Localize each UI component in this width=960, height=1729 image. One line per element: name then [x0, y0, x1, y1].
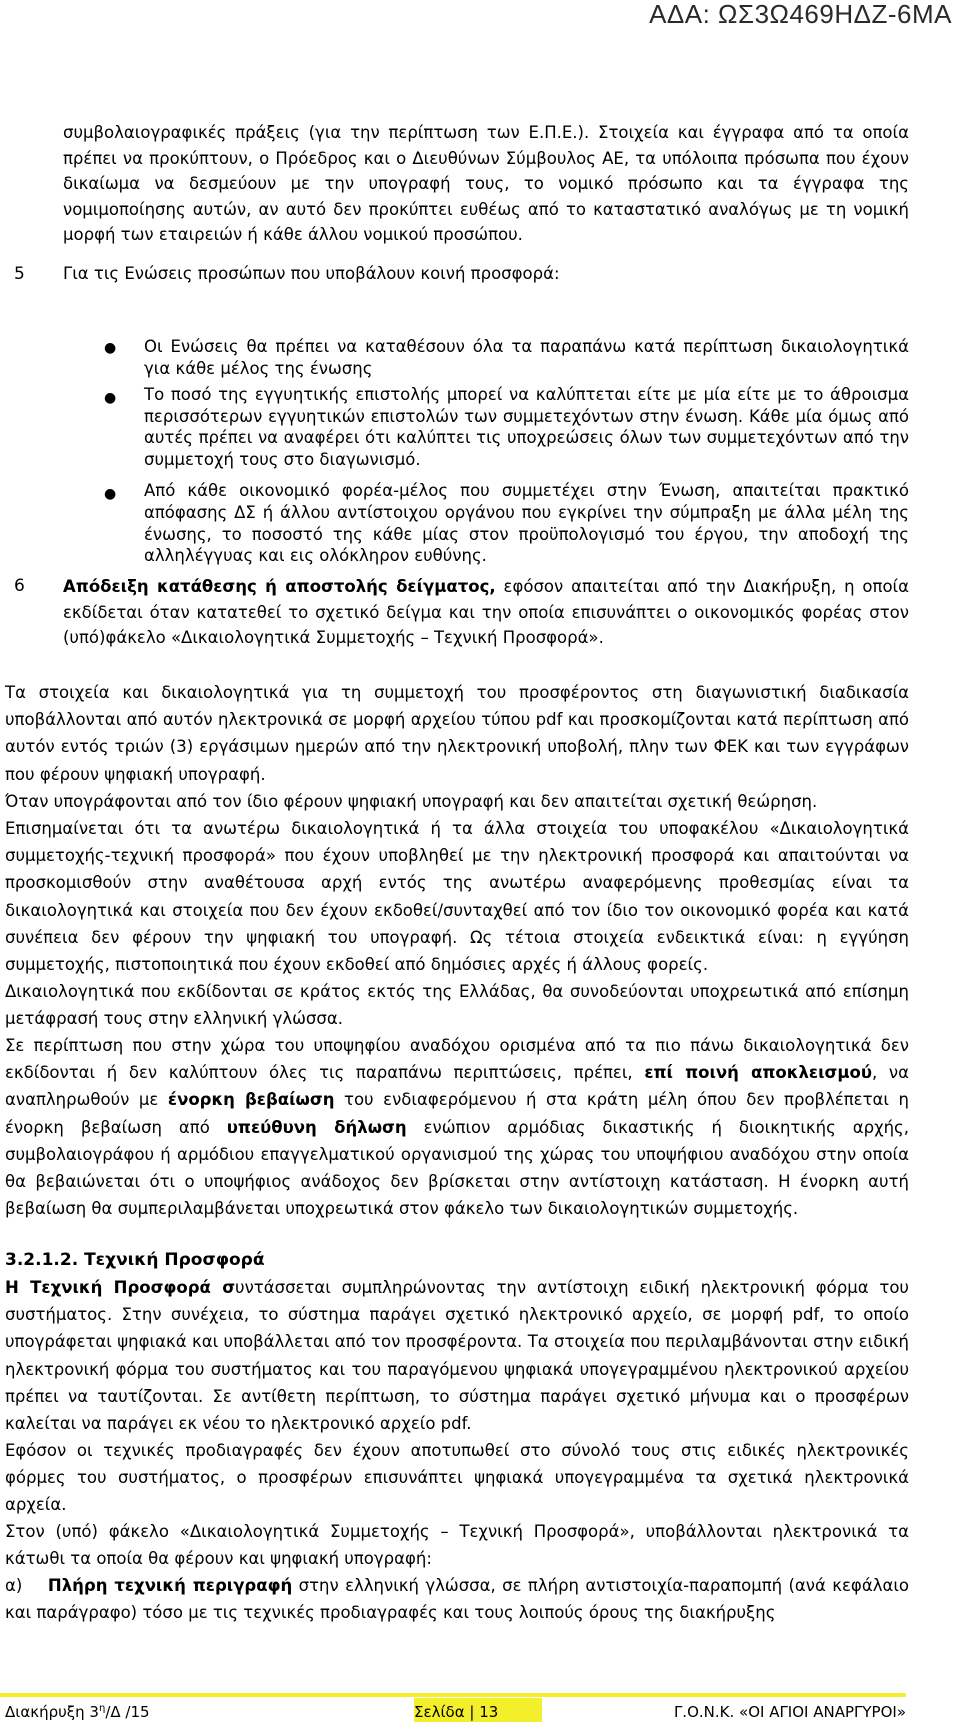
body-paragraph-3: Επισημαίνεται ότι τα ανωτέρω δικαιολογητικά ή τα άλλα στοιχεία του υποφακέλου «Δικαιολογητικά συμμετοχής-τεχνική προσφορά» που έχουν υποβληθεί με την ηλεκτρονική προσφορά και απαιτούνται να προσκομισθούν στην αναθέτουσα αρχή εντός της ανωτέρω αναφερόμενης προθεσμίας είναι τα δικαιολογητικά και στοιχεία που δεν έχουν εκδοθεί/συνταχθεί από τον ίδιο τον οικονομικό φορέα και κατά συνέπεια δεν φέρουν την ψηφιακή του υπογραφή. Ως τέτοια στοιχεία ενδεικτικά είναι: η εγγύηση συμμετοχής, πιστοποιητικά που έχουν εκδοθεί από δημόσιες αρχές ή άλλους φορείς. [5, 819, 909, 975]
bullet-icon: ● [104, 390, 117, 406]
footer-doc-sup: η [98, 1703, 106, 1714]
tech-paragraph-1 [5, 1274, 909, 1437]
p5-text-b: , να αναπληρωθούν με [5, 1063, 909, 1110]
p5-bold-a: επί ποινή αποκλεισμού [644, 1063, 873, 1083]
p5-bold-b: ένορκη βεβαίωση [167, 1090, 335, 1110]
item-6-text [63, 574, 909, 651]
footer-page-sep: | [469, 1703, 475, 1721]
bullet-icon: ● [104, 486, 117, 502]
item-5-bullet-3: Από κάθε οικονομικό φορέα-μέλος που συμμετέχει στην Ένωση, απαιτείται πρακτικό απόφασης ΔΣ ή άλλου αντίστοιχου οργάνου που εγκρίνει την σύμπραξη με άλλα μέλη της ένωσης, το ποσοστό της κάθε μίας στον προϋπολογισμό του έργου, την αποδοχή της αλληλέγγυας και εις ολόκληρον ευθύνης. [144, 481, 909, 566]
tech-p4-marker: α) [5, 1576, 48, 1595]
body-paragraph-4: Δικαιολογητικά που εκδίδονται σε κράτος εκτός της Ελλάδας, θα συνοδεύονται υποχρεωτικά από επίσημη μετάφρασή τους στην ελληνική γλώσσα. [5, 982, 909, 1029]
item-5-title: Για τις Ενώσεις προσώπων που υποβάλουν κοινή προσφορά: [63, 264, 560, 283]
p5-text-c: του ενδιαφερόμενου ή στα κράτη μέλη όπου δεν προβλέπεται η ένορκη βεβαίωση από [5, 1090, 910, 1137]
p5-bold-c: υπεύθυνη δήλωση [226, 1117, 407, 1137]
footer-right: Γ.Ο.Ν.Κ. «ΟΙ ΑΓΙΟΙ ΑΝΑΡΓΥΡΟΙ» [673, 1703, 906, 1721]
tech-p1-bold: Η Τεχνική Προσφορά σ [5, 1278, 236, 1297]
tech-p4-bold: Πλήρη τεχνική περιγραφή [47, 1576, 293, 1595]
footer-rule [0, 1693, 906, 1697]
p5-text-a: Σε περίπτωση που στην χώρα του υποψηφίου αναδόχου ορισμένα από τα πιο πάνω δικαιολογητικά δεν εκδίδονται ή δεν καλύπτουν όλες τις παραπάνω περιπτώσεις, πρέπει, [5, 1036, 909, 1083]
tech-paragraph-3: Στον (υπό) φάκελο «Δικαιολογητικά Συμμετοχής – Τεχνική Προσφορά», υποβάλλονται ηλεκτρονικά τα κάτωθι τα οποία θα φέρουν και ψηφιακή υπογραφή: [5, 1522, 909, 1569]
footer-page-number: 13 [479, 1703, 499, 1721]
item-6-number: 6 [14, 576, 25, 596]
tech-p1-rest: υντάσσεται συμπληρώνοντας την αντίστοιχη ειδική ηλεκτρονική φόρμα του συστήματος. Στην συνέχεια, το σύστημα παράγει σχετικό ηλεκτρονικό αρχείο, σε μορφή pdf, το οποίο υπογράφεται ψηφιακά και υποβάλλεται από τον προσφέροντα. Τα στοιχεία που περιλαμβάνονται στην ειδική ηλεκτρονική φόρμα του συστήματος και του παραγόμενου ψηφιακά υπογεγραμμένου ηλεκτρονικού αρχείου πρέπει να ταυτίζονται. Σε αντίθετη περίπτωση, το σύστημα παράγει σχετικό μήνυμα και ο προσφέρων καλείται να παράγει εκ νέου το ηλεκτρονικό αρχείο pdf. [5, 1278, 909, 1434]
ada-code: ΑΔΑ: ΩΣ3Ω469ΗΔΖ-6ΜΑ [649, 0, 952, 29]
tech-paragraph-4 [5, 1572, 909, 1626]
footer-page [414, 1703, 498, 1721]
item-6-rest: εφόσον απαιτείται από την Διακήρυξη, η οποία εκδίδεται όταν κατατεθεί το σχετικό δείγμα και την οποία επισυνάπτει ο οικονομικός φορέας στον (υπό)φάκελο «Δικαιολογητικά Συμμετοχής – Τεχνική Προσφορά». [63, 577, 909, 647]
bullet-icon: ● [104, 340, 117, 356]
item-6-bold: Απόδειξη κατάθεσης ή αποστολής δείγματος, [63, 577, 496, 596]
tech-p4-rest: στην ελληνική γλώσσα, σε πλήρη αντιστοιχία-παραπομπή (ανά κεφάλαιο και παράγραφο) τόσο με τις τεχνικές προδιαγραφές και τους λοιπούς όρους της διακήρυξης [5, 1576, 910, 1623]
intro-paragraph: συμβολαιογραφικές πράξεις (για την περίπτωση των Ε.Π.Ε.). Στοιχεία και έγγραφα από τα οποία πρέπει να προκύπτουν, ο Πρόεδρος και ο Διευθύνων Σύμβουλος ΑΕ, τα υπόλοιπα πρόσωπα που έχουν δικαίωμα να δεσμεύουν με την υπογραφή τους, το νομικό πρόσωπο και τα έγγραφα της νομιμοποίησης αυτών, αν αυτό δεν προκύπτει ευθέως από το καταστατικό αναλόγως με τη νομική μορφή των εταιρειών ή κάθε άλλου νομικού προσώπου. [63, 123, 909, 245]
footer-doc-rest: /Δ /15 [105, 1703, 150, 1721]
item-5-bullet-1: Οι Ενώσεις θα πρέπει να καταθέσουν όλα τα παραπάνω κατά περίπτωση δικαιολογητικά για κάθε μέλος της ένωσης [144, 337, 909, 378]
section-heading: 3.2.1.2. Τεχνική Προσφορά [5, 1250, 265, 1270]
footer-doc: Διακήρυξη 3 [5, 1703, 99, 1721]
body-paragraph-1: Τα στοιχεία και δικαιολογητικά για τη συμμετοχή του προσφέροντος στη διαγωνιστική διαδικασία υποβάλλονται από αυτόν ηλεκτρονικά σε μορφή αρχείου τύπου pdf και προσκομίζονται κατά περίπτωση από αυτόν εντός τριών (3) εργάσιμων ημερών από την ηλεκτρονική υποβολή, πλην των ΦΕΚ και των εγγράφων που φέρουν ψηφιακή υπογραφή. [5, 683, 909, 784]
body-paragraph-2: Όταν υπογράφονται από τον ίδιο φέρουν ψηφιακή υπογραφή και δεν απαιτείται σχετική θεώρηση. [5, 792, 818, 811]
footer-page-label: Σελίδα [414, 1703, 465, 1721]
tech-paragraph-2: Εφόσον οι τεχνικές προδιαγραφές δεν έχουν αποτυπωθεί στο σύνολό τους στις ειδικές ηλεκτρονικές φόρμες του συστήματος, ο προσφέρων επισυνάπτει ψηφιακά υπογεγραμμένα τα σχετικά ηλεκτρονικά αρχεία. [5, 1441, 909, 1515]
p5-text-d: ενώπιον αρμόδιας δικαστικής ή διοικητικής αρχής, συμβολαιογράφου ή αρμόδιου επαγγελματικού οργανισμού της χώρας του υποψήφιου αναδόχου στην οποία θα βεβαιώνεται ότι ο υποψήφιος ανάδοχος δεν βρίσκεται στην αντίστοιχη κατάσταση. Η ένορκη αυτή βεβαίωση θα συμπεριλαμβάνεται υποχρεωτικά στον φάκελο των δικαιολογητικών συμμετοχής. [5, 1117, 909, 1219]
footer-left [5, 1703, 150, 1721]
body-paragraph-5 [5, 1032, 909, 1222]
item-5-number: 5 [14, 264, 25, 284]
item-5-bullet-2: Το ποσό της εγγυητικής επιστολής μπορεί να καλύπτεται είτε με μία είτε με το άθροισμα περισσότερων εγγυητικών επιστολών των συμμετεχόντων στην ένωση. Κάθε μία όμως από αυτές πρέπει να αναφέρει ότι καλύπτει τις υποχρεώσεις όλων των συμμετεχόντων από την συμμετοχή τους στο διαγωνισμό. [144, 385, 909, 469]
